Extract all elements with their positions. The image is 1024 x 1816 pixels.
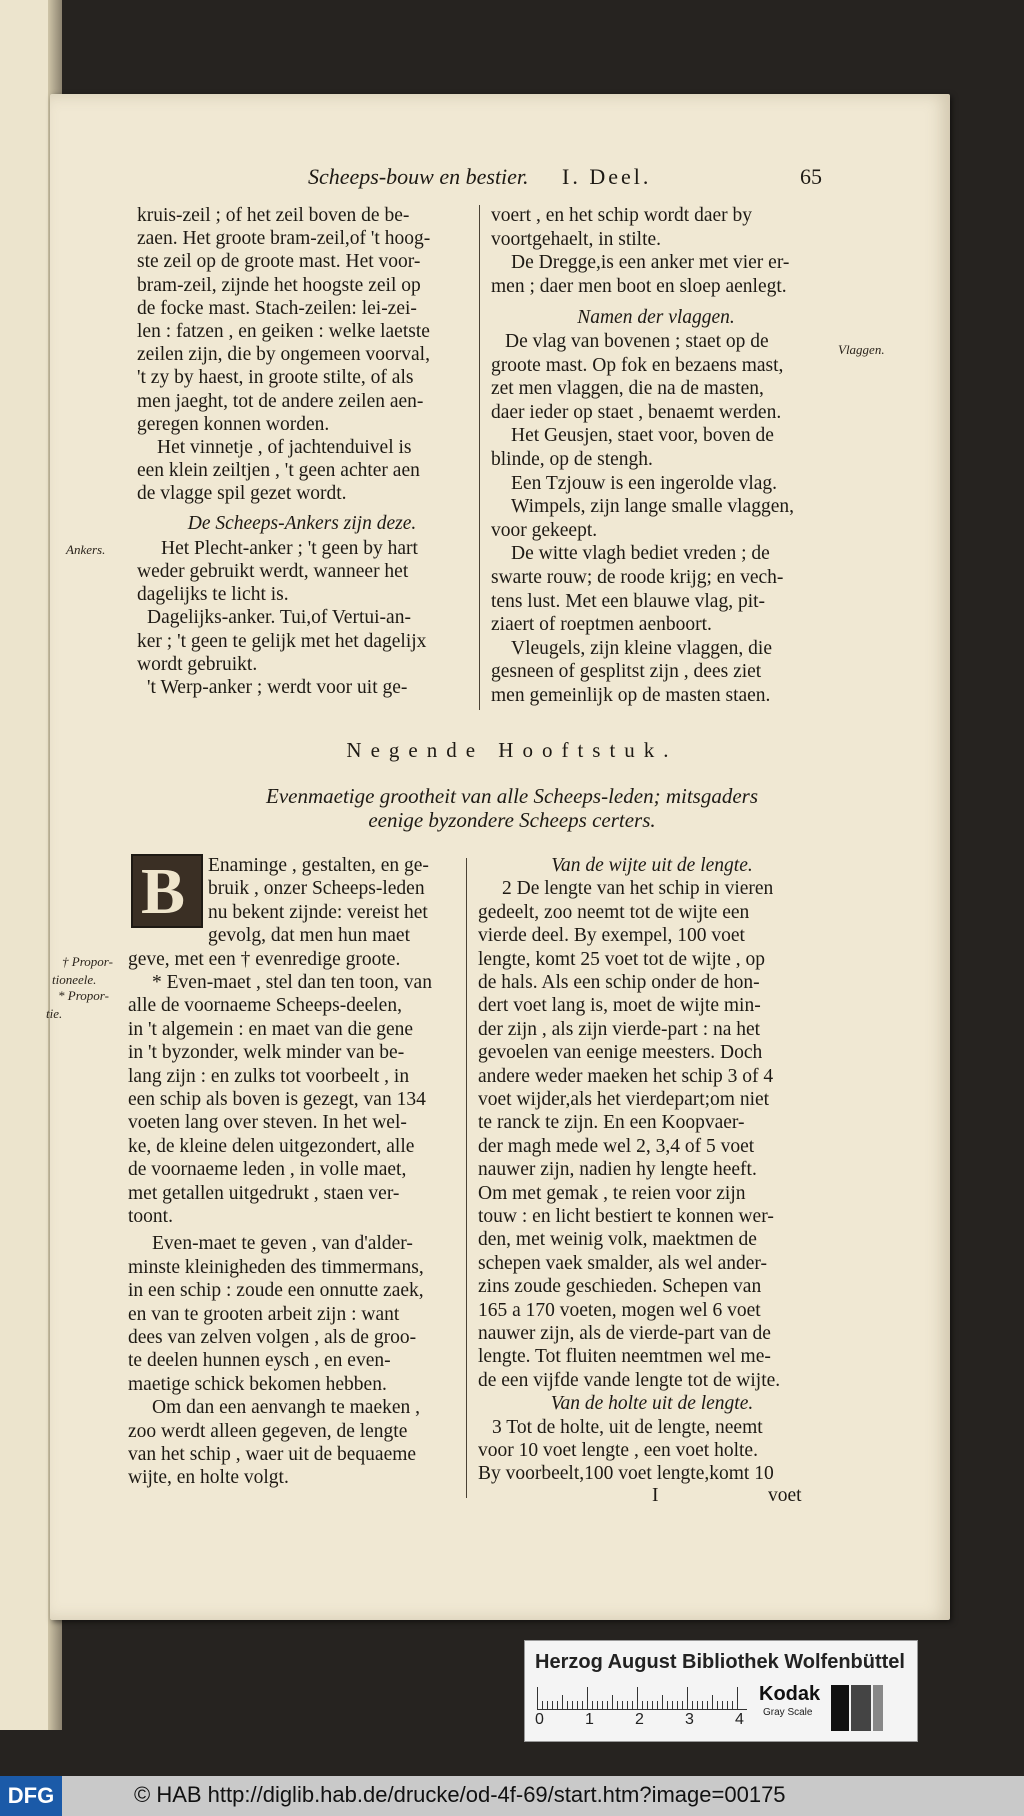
text-line: schepen vaek smalder, als wel ander-	[478, 1252, 768, 1274]
ruler-tick	[632, 1701, 633, 1709]
ruler-tick	[587, 1687, 588, 1709]
text-line: 165 a 170 voeten, mogen wel 6 voet	[478, 1299, 761, 1321]
library-name: Herzog August Bibliothek Wolfenbüttel	[535, 1651, 905, 1673]
ruler-tick	[577, 1701, 578, 1709]
text-line: alle de voornaeme Scheeps-deelen,	[128, 995, 402, 1017]
margin-note-vlaggen: Vlaggen.	[838, 342, 885, 357]
column-rule-bottom	[466, 858, 467, 1498]
text-line: De witte vlagh bediet vreden ; de	[511, 543, 770, 565]
ruler-tick	[597, 1701, 598, 1709]
text-line: voet wijder,als het vierdepart;om niet	[478, 1089, 770, 1110]
text-line: 't Werp-anker ; werdt voor uit ge-	[147, 677, 408, 698]
text-line: gedeelt, zoo neemt tot de wijte een	[478, 901, 750, 923]
text-line: Het Plecht-anker ; 't geen by hart	[161, 537, 418, 559]
ruler-tick	[592, 1701, 593, 1709]
text-line: zoo werdt alleen gegeven, de lengte	[128, 1420, 408, 1442]
text-line: De Dregge,is een anker met vier er-	[511, 252, 790, 274]
text-line: zeilen zijn, die by ongemeen voorval,	[137, 344, 430, 366]
drop-initial: B	[131, 854, 203, 928]
text-line: bram-zeil, zijnde het hoogste zeil op	[137, 274, 421, 296]
text-line: lengte, komt 25 voet tot de wijte , op	[478, 948, 766, 970]
kodak-logo: Kodak	[759, 1683, 821, 1705]
ruler-tick	[607, 1701, 608, 1709]
text-line: Een Tzjouw is een ingerolde vlag.	[511, 472, 778, 494]
text-line: de voornaeme leden , in volle maet,	[128, 1159, 407, 1181]
scale-number-0: 0	[535, 1711, 544, 1728]
text-line: de hals. Als een schip onder de hon-	[478, 972, 760, 993]
text-line: De Scheeps-Ankers zijn deze.	[187, 512, 417, 534]
scale-ruler	[537, 1685, 747, 1710]
text-line: nu bekent zijnde: vereist het	[208, 901, 428, 923]
ruler-tick	[667, 1701, 668, 1709]
text-line: andere weder maeken het schip 3 of 4	[478, 1065, 774, 1087]
text-line: met getallen uitgedrukt , staen ver-	[128, 1182, 400, 1204]
text-line: men jaeght, tot de andere zeilen aen-	[137, 390, 424, 412]
text-line: 't zy by haest, in groote stilte, of als	[137, 367, 414, 389]
text-line: wijte, en holte volgt.	[128, 1467, 289, 1489]
margin-note-proportie-2: tie.	[46, 1006, 63, 1021]
text-line: lang zijn : en zulks tot voorbeelt , in	[128, 1065, 410, 1087]
ruler-tick	[687, 1687, 688, 1709]
text-line: Om dan een aenvangh te maeken ,	[152, 1397, 421, 1419]
footer-bar	[0, 1776, 1024, 1816]
ruler-tick	[707, 1701, 708, 1709]
text-line: voeten lang over steven. In het wel-	[128, 1112, 407, 1134]
ruler-tick	[637, 1687, 638, 1709]
ruler-tick	[697, 1701, 698, 1709]
margin-note-proportie-1: * Propor-	[58, 988, 109, 1003]
text-line: Even-maet te geven , van d'alder-	[152, 1233, 413, 1255]
text-line: dees van zelven volgen , als de groo-	[128, 1327, 417, 1348]
ruler-tick	[657, 1701, 658, 1709]
ruler-tick	[732, 1701, 733, 1709]
text-line: in 't byzonder, welk minder van be-	[128, 1042, 405, 1064]
text-line: maetige schick bekomen hebben.	[128, 1373, 387, 1395]
gray-scale-label: Gray Scale	[763, 1707, 813, 1718]
text-line: voor 10 voet lengte , een voet holte.	[478, 1440, 758, 1461]
text-line: de een vijfde vande lengte tot de wijte.	[478, 1369, 781, 1391]
ruler-tick	[622, 1701, 623, 1709]
text-line: voortgehaelt, in stilte.	[491, 228, 662, 250]
catchword: voet	[768, 1485, 802, 1506]
scale-number-1: 1	[585, 1711, 594, 1728]
chapter-subtitle-line-2: eenige byzondere Scheeps certers.	[368, 808, 656, 832]
text-line: de focke mast. Stach-zeilen: lei-zei-	[137, 297, 417, 319]
text-line: bruik , onzer Scheeps-leden	[208, 878, 425, 900]
text-line: voor gekeept.	[491, 519, 598, 541]
text-line: ziaert of roeptmen aenboort.	[491, 614, 712, 636]
text-line: nauwer zijn, nadien hy lengte heeft.	[478, 1159, 757, 1181]
text-line: van het schip , waer uit de bequaeme	[128, 1444, 417, 1465]
ruler-tick	[692, 1701, 693, 1709]
text-line: zaen. Het groote bram-zeil,of 't hoog-	[137, 228, 431, 250]
margin-note-ankers: Ankers.	[66, 542, 106, 557]
ruler-tick	[647, 1701, 648, 1709]
text-line: dert voet lang is, moet de wijte min-	[478, 995, 761, 1017]
margin-note-proportioneele-2: tioneele.	[52, 972, 97, 987]
scale-number-3: 3	[685, 1711, 694, 1728]
text-line: te ranck te zijn. En een Koopvaer-	[478, 1112, 745, 1134]
dfg-logo[interactable]: DFG	[0, 1776, 62, 1816]
page-number: 65	[800, 164, 822, 189]
text-line: Namen der vlaggen.	[577, 307, 735, 329]
text-line: Dagelijks-anker. Tui,of Vertui-an-	[147, 607, 411, 629]
text-line: wordt gebruikt.	[137, 653, 258, 675]
column-rule-top	[479, 205, 480, 710]
text-line: gevolg, dat men hun maet	[208, 925, 410, 947]
scale-number-4: 4	[735, 1711, 744, 1728]
text-line: den, met weinig volk, maektmen de	[478, 1229, 757, 1251]
text-line: tens lust. Met een blauwe vlag, pit-	[491, 590, 766, 612]
text-line: 3 Tot de holte, uit de lengte, neemt	[492, 1416, 763, 1438]
text-line: voert , en het schip wordt daer by	[491, 205, 753, 226]
text-line: blinde, op de stengh.	[491, 449, 653, 470]
ruler-tick	[602, 1701, 603, 1709]
ruler-tick	[562, 1695, 563, 1709]
ruler-tick	[642, 1701, 643, 1709]
text-line: en van te grooten arbeit zijn : want	[128, 1303, 400, 1325]
ruler-tick	[582, 1701, 583, 1709]
scale-number-2: 2	[635, 1711, 644, 1728]
text-line: vierde deel. By exempel, 100 voet	[478, 925, 745, 947]
ruler-tick	[627, 1701, 628, 1709]
text-line: kruis-zeil ; of het zeil boven de be-	[137, 205, 410, 226]
text-line: Van de holte uit de lengte.	[550, 1393, 754, 1415]
text-line: Vleugels, zijn kleine vlaggen, die	[511, 637, 773, 659]
ruler-tick	[547, 1701, 548, 1709]
ruler-tick	[702, 1701, 703, 1709]
ruler-tick	[712, 1695, 713, 1709]
text-line: zet men vlaggen, die na de masten,	[491, 378, 764, 400]
footer-credit-link[interactable]: © HAB http://diglib.hab.de/drucke/od-4f-69/start.htm?image=00175	[134, 1782, 786, 1807]
text-line: geregen konnen worden.	[137, 413, 330, 435]
text-line: minste kleinigheden des timmermans,	[128, 1256, 424, 1278]
text-line: men ; daer men boot en sloep aenlegt.	[491, 275, 787, 297]
text-line: Het vinnetje , of jachtenduivel is	[157, 437, 412, 458]
text-line: daer ieder op staet , benaemt werden.	[491, 401, 782, 423]
ruler-tick	[722, 1701, 723, 1709]
text-line: ste zeil op de groote mast. Het voor-	[137, 251, 421, 273]
ruler-tick	[557, 1701, 558, 1709]
text-line: toont.	[128, 1206, 173, 1227]
ruler-tick	[717, 1701, 718, 1709]
ruler-tick	[727, 1701, 728, 1709]
text-line: Om met gemak , te reien voor zijn	[478, 1182, 746, 1204]
text-line: 2 De lengte van het schip in vieren	[502, 878, 774, 900]
running-title: Scheeps-bouw en bestier.	[308, 164, 529, 189]
text-line: een klein zeiltjen , 't geen achter aen	[137, 460, 420, 482]
gray-swatch-dark	[851, 1685, 871, 1731]
text-line: De vlag van bovenen ; staet op de	[505, 331, 769, 352]
signature-mark: I	[652, 1485, 659, 1506]
text-line: dagelijks te licht is.	[137, 584, 289, 606]
ruler-tick	[537, 1687, 538, 1709]
text-line: By voorbeelt,100 voet lengte,komt 10	[478, 1463, 774, 1485]
text-line: te deelen hunnen eysch , en even-	[128, 1350, 391, 1372]
ruler-tick	[572, 1701, 573, 1709]
text-line: touw : en licht bestiert te konnen wer-	[478, 1206, 774, 1227]
text-line: der zijn , als zijn vierde-part : na het	[478, 1018, 761, 1040]
gray-swatch-black	[831, 1685, 849, 1731]
text-line: een schip als boven is gezegt, van 134	[128, 1089, 426, 1110]
ruler-tick	[552, 1701, 553, 1709]
gray-swatch-mid	[873, 1685, 883, 1731]
text-line: len : fatzen , en geiken : welke laetste	[137, 321, 430, 342]
ruler-tick	[617, 1701, 618, 1709]
ruler-tick	[672, 1701, 673, 1709]
text-line: groote mast. Op fok en bezaens mast,	[491, 354, 784, 376]
text-line: nauwer zijn, als de vierde-part van de	[478, 1323, 771, 1344]
ruler-tick	[677, 1701, 678, 1709]
ruler-tick	[662, 1695, 663, 1709]
text-line: Wimpels, zijn lange smalle vlaggen,	[511, 496, 794, 518]
text-line: geve, met een † evenredige groote.	[128, 948, 401, 970]
ruler-tick	[567, 1701, 568, 1709]
text-line: gesneen of gesplitst zijn , dees ziet	[491, 661, 762, 683]
library-scale-card	[524, 1640, 918, 1742]
text-line: ke, de kleine delen uitgezondert, alle	[128, 1135, 415, 1157]
part-label: I. Deel.	[562, 164, 652, 189]
text-line: men gemeinlijk op de masten staen.	[491, 685, 771, 706]
text-line: Enaminge , gestalten, en ge-	[208, 855, 429, 876]
text-line: ker ; 't geen te gelijk met het dagelijx	[137, 630, 427, 652]
text-line: der magh mede wel 2, 3,4 of 5 voet	[478, 1135, 755, 1157]
ruler-tick	[612, 1695, 613, 1709]
text-line: in een schip : zoude een onnutte zaek,	[128, 1280, 424, 1302]
text-line: Het Geusjen, staet voor, boven de	[511, 425, 774, 447]
ruler-tick	[542, 1701, 543, 1709]
margin-note-proportioneele-1: † Propor-	[62, 954, 113, 969]
text-line: swarte rouw; de roode krijg; en vech-	[491, 567, 784, 588]
text-line: in 't algemein : en maet van die gene	[128, 1018, 414, 1040]
chapter-subtitle-line-1: Evenmaetige grootheit van alle Scheeps-leden; mitsgaders	[266, 784, 758, 808]
chapter-heading: Negende Hooftstuk.	[346, 738, 678, 762]
ruler-tick	[682, 1701, 683, 1709]
text-line: zins zoude geschieden. Schepen van	[478, 1276, 762, 1298]
text-line: * Even-maet , stel dan ten toon, van	[152, 972, 432, 993]
ruler-tick	[652, 1701, 653, 1709]
text-line: de vlagge spil gezet wordt.	[137, 483, 347, 505]
text-line: gevoelen van eenige meesters. Doch	[478, 1042, 763, 1064]
text-line: Van de wijte uit de lengte.	[551, 855, 753, 876]
text-line: lengte. Tot fluiten neemtmen wel me-	[478, 1346, 771, 1368]
ruler-tick	[737, 1687, 738, 1709]
text-line: weder gebruikt werdt, wanneer het	[137, 561, 409, 582]
